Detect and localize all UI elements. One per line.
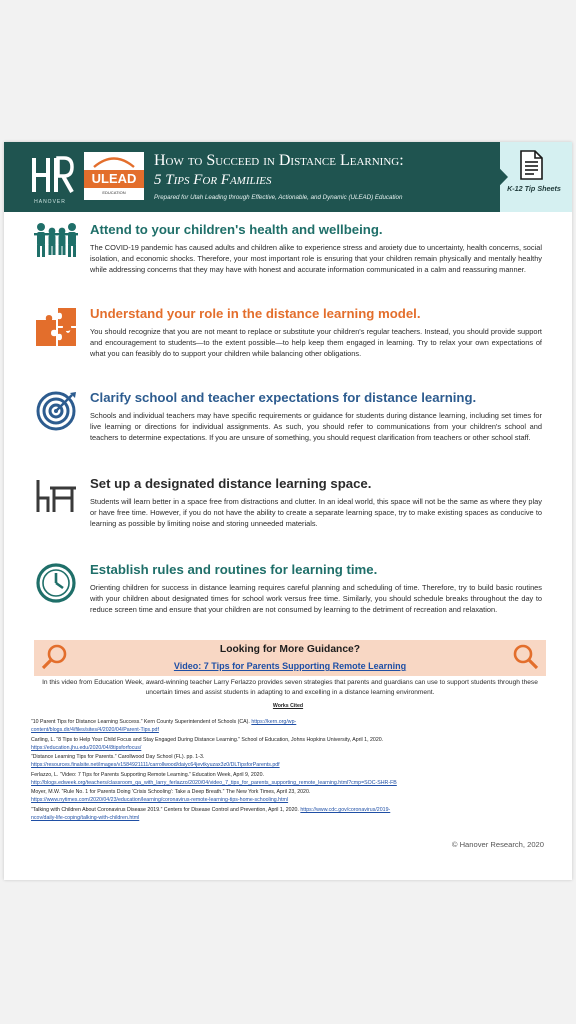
section-routines (34, 562, 546, 634)
puzzle-icon (34, 306, 78, 348)
section-body: Orienting children for success in distance learning requires careful planning and scheduling of time. Therefore, try to build basic routines with your children about designated times for school work versus free time. Similarly, you should schedule breaks throughout the day to reduce screen time and ensure that your children are not consumed by learning to the detriment of recreation and relaxation. (90, 583, 542, 615)
page-subtitle: 5 Tips For Families (154, 172, 272, 188)
citation: Carling, L. “8 Tips to Help Your Child Focus and Stay Engaged During Distance Learning.” School of Education, Johns Hopkins University, April 1, 2020. https://education.jhu.edu/2020/04/8tipsforfocus/ (31, 736, 384, 751)
copyright-notice: © Hanover Research, 2020 (451, 840, 544, 849)
citation: Moyer, M.W. “Rule No. 1 for Parents Doing ‘Crisis Schooling’: Take a Deep Breath.” The New York Times, April 23, 2020. https://www.nytimes.com/2020/04/23/education/learning/coronavirus-remote-learning-tips-home-schooling.html (31, 789, 311, 804)
citation-link[interactable]: content/blogs.dir/4/files/sites/4/2020/04/Parent-Tips.pdf (31, 727, 159, 734)
hanover-logo (30, 154, 74, 198)
document-icon (518, 150, 544, 180)
hanover-logo-sub: HANOVER (34, 199, 66, 205)
citation-link[interactable]: https://www.cdc.gov/coronavirus/2019- (300, 806, 391, 813)
citation: Ferlazzo, L. “Video: 7 Tips for Parents Supporting Remote Learning.” Education Week, April 9, 2020. http://blogs.edweek.org/teachers/classroom_qa_with_larry_ferlazzo/2020/04/video_7_tips_for_parents_supporting_remote_learning.html?cmp=SOC-SHR-FB (31, 771, 397, 786)
clock-icon (34, 562, 78, 604)
works-cited-list (31, 718, 551, 823)
section-expectations (34, 390, 546, 462)
section-role (34, 306, 546, 378)
prepared-for-line: Prepared for Utah Leading through Effective, Actionable, and Dynamic (ULEAD) Education (154, 194, 403, 201)
citation-link[interactable]: https://www.nytimes.com/2020/04/23/education/learning/coronavirus-remote-learning-tips-home-schooling.html (31, 797, 289, 804)
section-body: The COVID-19 pandemic has caused adults and children alike to experience stress and anxiety due to uncertainty, health concerns, social isolation, and economic shocks. Therefore, your most important role is ensuring that your children remain physically and mentally healthy while addressing concerns that they may have with honest and accurate information communicated in a calm and reassuring manner. (90, 243, 542, 275)
citation: “Distance Learning Tips for Parents.” Carollwood Day School (FL). pp. 1-3. https://resources.finalsite.net/images/v1584921111/carrollwood/daiyc64jevtkyuzax3z0/DLTipsforParents.pdf (31, 754, 280, 769)
page-title: How to Succeed in Distance Learning: (154, 152, 404, 169)
section-health (34, 222, 546, 294)
guidance-title: Looking for More Guidance? (219, 644, 361, 655)
citation-link[interactable]: https://education.jhu.edu/2020/04/8tipsforfocus/ (31, 744, 142, 751)
section-body: Students will learn better in a space free from distractions and clutter. In an ideal world, this space will not be the same as where they play or have free time. However, if you do not have the ability to create a separate learning space, try to make existing spaces as conducive to learning as possible by limiting noise and storing unneeded materials. (90, 497, 542, 529)
ulead-mark-icon (90, 156, 138, 168)
section-learning-space (34, 476, 546, 548)
works-cited-heading: Works Cited (272, 703, 304, 709)
section-title: Set up a designated distance learning space. (90, 476, 372, 491)
target-icon (34, 390, 78, 432)
guidance-box (34, 640, 546, 676)
citation-link[interactable]: https://resources.finalsite.net/images/v1584921111/carrollwood/daiyc64jevtkyuzax3z0/DLTipsforParents.pdf (31, 762, 280, 769)
ulead-logo (84, 152, 144, 200)
citation: “10 Parent Tips for Distance Learning Success.” Kern County Superintendent of Schools (CA). https://kern.org/wp- content/blogs.dir/4/files/sites/4/2020/04/Parent-Tips.pdf (31, 719, 297, 734)
section-title: Clarify school and teacher expectations for distance learning. (90, 390, 477, 405)
ulead-logo-text: ULEAD (91, 171, 137, 186)
tip-sheet-page (4, 142, 572, 880)
section-body: You should recognize that you are not meant to replace or substitute your children's regular teachers. Instead, you should provide support and encouragement to students—to the extent possible—to help keep them engaged in learning. Try to relax your own expectations of what you can feasibly do to support your children while balancing other obligations. (90, 327, 542, 359)
citation: “Talking with Children About Coronavirus Disease 2019.” Centers for Disease Control and Prevention, April 1, 2020. https://www.cdc.gov/coronavirus/2019- ncov/daily-life-coping/talking-with-children.html (31, 806, 391, 821)
family-icon (34, 222, 78, 264)
citation-link[interactable]: http://blogs.edweek.org/teachers/classroom_qa_with_larry_ferlazzo/2020/04/video_7_tips_for_parents_supporting_remote_learning.html?cmp=SOC-SHR-FB (31, 779, 397, 786)
section-title: Understand your role in the distance learning model. (90, 306, 421, 321)
section-body: Schools and individual teachers may have specific requirements or guidance for students during distance learning, including set times for live learning or directions for individual assignments. As such, you should refer to communications from your children's school and teachers to determine expectations. If you are unsure of something, you should request clarification from teachers or other school staff. (90, 411, 542, 443)
citation-link[interactable]: https://kern.org/wp- (251, 719, 297, 725)
guidance-video-link[interactable]: Video: 7 Tips for Parents Supporting Remote Learning (173, 661, 407, 671)
header-arrow-shape (474, 142, 508, 212)
tip-sheet-label: K-12 Tip Sheets (507, 184, 561, 193)
header-banner (4, 142, 572, 212)
magnifier-icon (512, 643, 540, 671)
citation-link[interactable]: ncov/daily-life-coping/talking-with-children.html (31, 814, 140, 821)
section-title: Attend to your children's health and wellbeing. (90, 222, 383, 237)
ulead-logo-sub: EDUCATION (102, 190, 126, 195)
section-title: Establish rules and routines for learning time. (90, 562, 378, 577)
desk-icon (34, 476, 78, 518)
guidance-description: In this video from Education Week, award-winning teacher Larry Ferlazzo provides seven strategies that parents and guardians can use to support students through these uncertain times and assist students in adapting to and excelling in a distance learning environment. (42, 679, 538, 696)
